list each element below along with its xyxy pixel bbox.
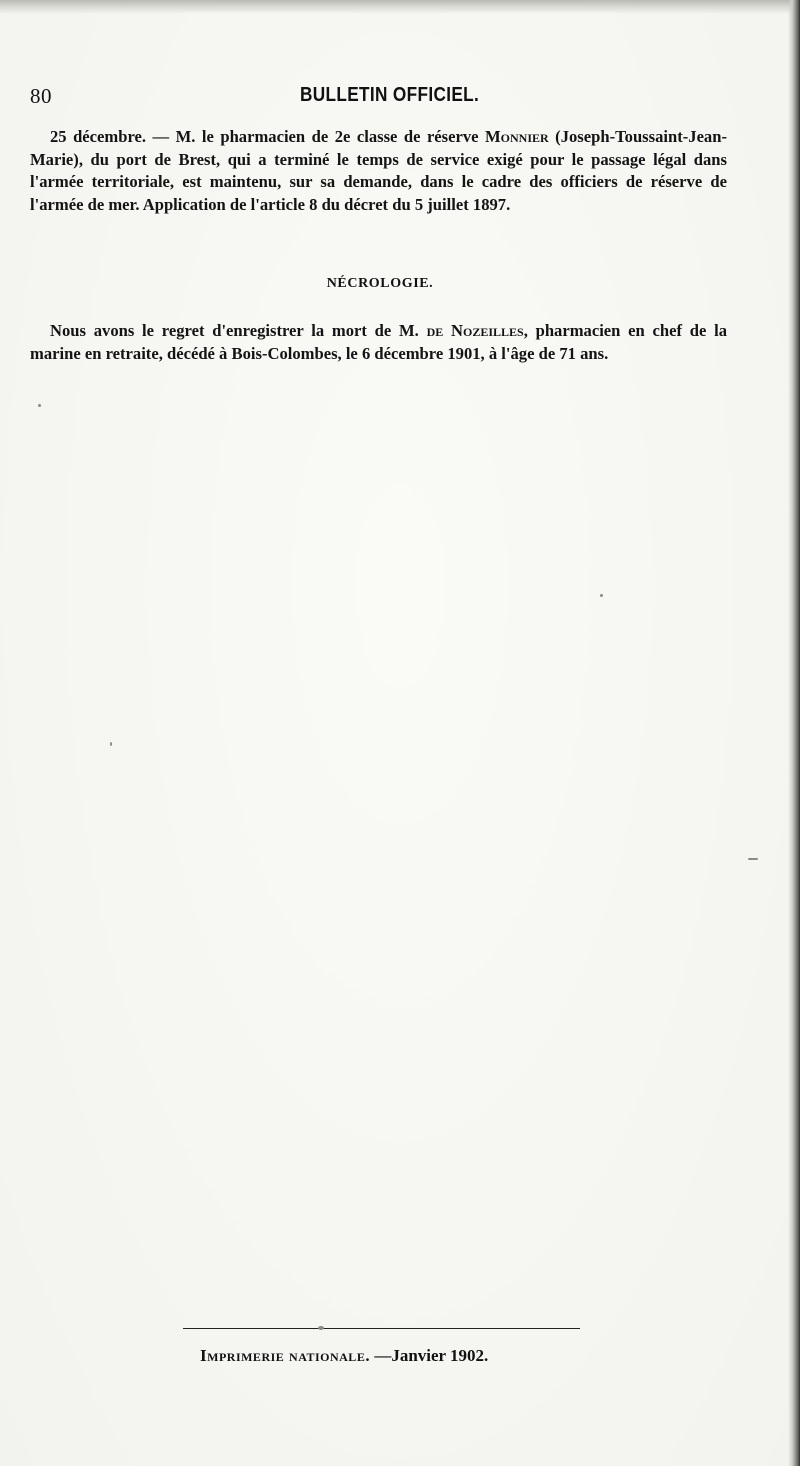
entry-date: 25 décembre.	[50, 127, 147, 146]
necrologie-text-before-name: Nous avons le regret d'enregistrer la mort de M.	[50, 321, 419, 340]
scan-speck	[318, 1326, 324, 1330]
page-header	[30, 84, 730, 114]
necrologie-name: de Nozeilles	[426, 321, 524, 340]
scan-speck	[110, 742, 112, 746]
page-number: 80	[30, 84, 52, 108]
printer-footer	[200, 1346, 580, 1366]
footer-separator: —	[374, 1346, 392, 1365]
scan-speck	[38, 404, 41, 407]
footer-date: Janvier 1902.	[391, 1346, 489, 1365]
necrologie-text-after-name: , pharmacien en chef de la marine en retraite, décédé à Bois-Colombes, le 6 décembre 1901, à l'âge de 71 ans.	[30, 321, 727, 363]
entry-dash: —	[152, 127, 170, 146]
scanned-binding-edge	[788, 0, 800, 1466]
entry-name: Monnier	[485, 127, 549, 146]
scanned-top-edge	[0, 0, 800, 14]
entry-text-after-name: (Joseph-Toussaint-Jean-Marie), du port de Brest, qui a terminé le temps de service exigé pour le passage légal dans l'armée territoriale, est maintenu, sur sa demande, dans le cadre des officiers de réserve de l'armée de mer. Application de l'article 8 du décret du 5 juillet 1897.	[30, 127, 727, 215]
printer-name: Imprimerie nationale.	[200, 1346, 371, 1365]
footer-rule	[183, 1328, 580, 1329]
necrologie-paragraph	[30, 320, 727, 365]
scan-speck	[600, 594, 603, 597]
entry-paragraph	[30, 126, 727, 217]
section-heading-necrologie: NÉCROLOGIE.	[326, 276, 434, 291]
scan-speck	[748, 858, 758, 860]
running-title: BULLETIN OFFICIEL.	[300, 84, 480, 106]
entry-text-before-name: M. le pharmacien de 2e classe de réserve	[175, 127, 479, 146]
